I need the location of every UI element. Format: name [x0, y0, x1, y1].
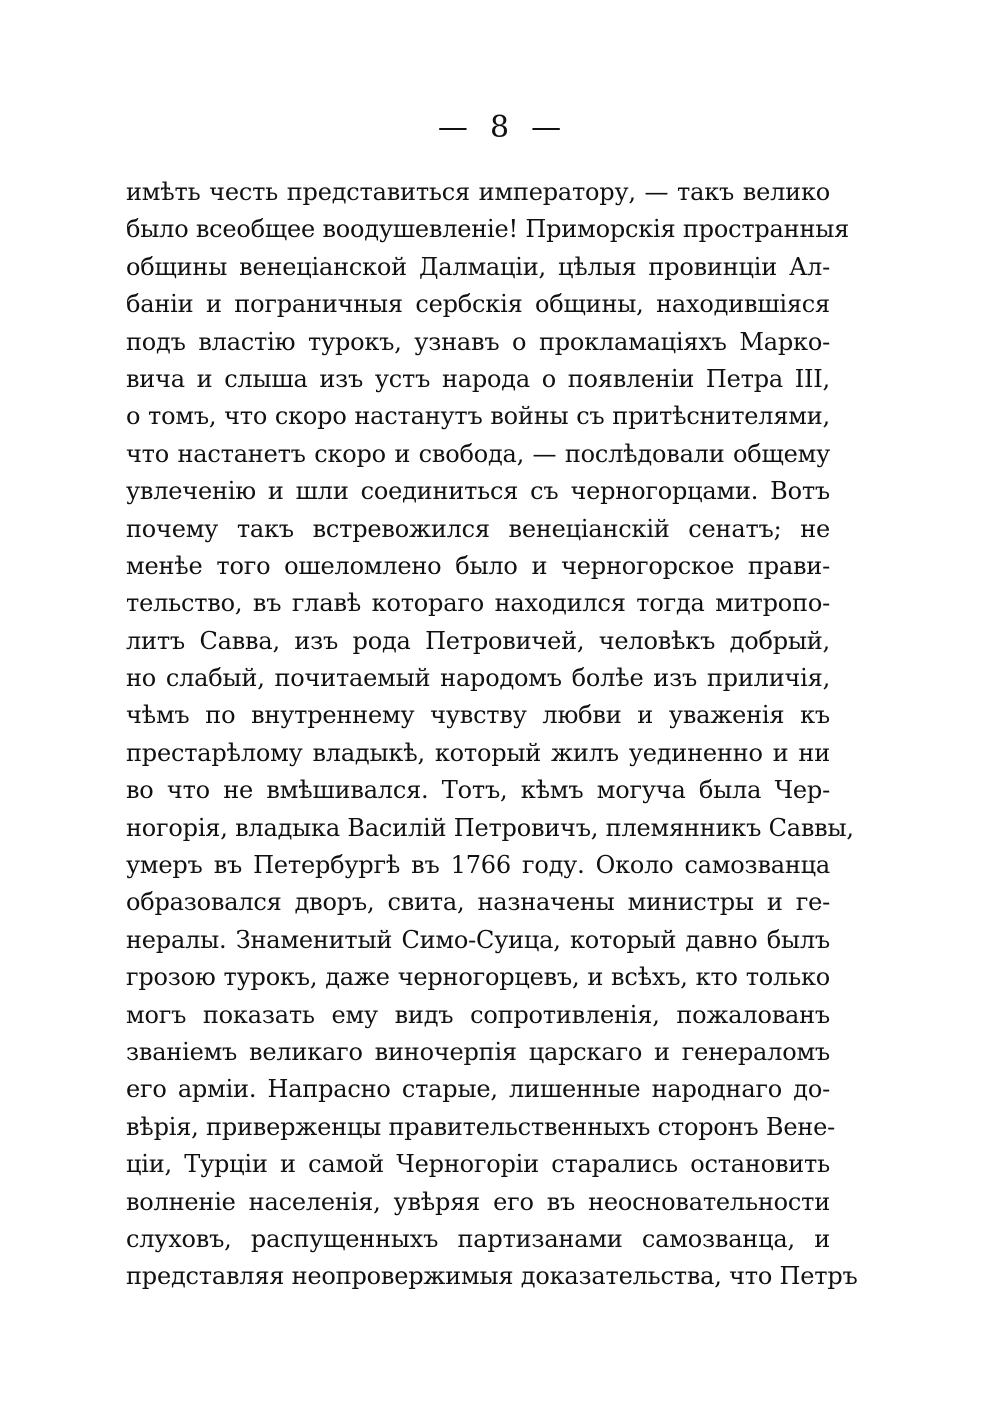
- text-line: что настанетъ скоро и свобода, — послѣдовали общему: [126, 439, 830, 468]
- text-line: слуховъ, распущенныхъ партизанами самозванца, и: [126, 1224, 830, 1253]
- text-line: подъ властію турокъ, узнавъ о прокламаціяхъ Марко-: [126, 327, 830, 356]
- text-line: почему такъ встревожился венеціанскій сенатъ; не: [126, 514, 830, 543]
- body-text: [126, 174, 858, 1296]
- text-line: престарѣлому владыкѣ, который жилъ уединенно и ни: [126, 738, 830, 767]
- text-line: было всеобщее воодушевленіе! Приморскія пространныя: [126, 215, 850, 244]
- text-line: вича и слыша изъ устъ народа о появленіи Петра III,: [126, 364, 830, 393]
- text-line: умеръ въ Петербургѣ въ 1766 году. Около самозванца: [126, 851, 830, 880]
- text-line: вѣрія, приверженцы правительственныхъ сторонъ Вене-: [126, 1112, 836, 1141]
- page-number: — 8 —: [437, 110, 563, 145]
- text-line: во что не вмѣшивался. Тотъ, кѣмъ могуча была Чер-: [126, 776, 830, 805]
- text-line: о томъ, что скоро настанутъ войны съ притѣснителями,: [126, 402, 830, 431]
- text-line: литъ Савва, изъ рода Петровичей, человѣкъ добрый,: [126, 626, 830, 655]
- text-line: представляя неопровержимыя доказательства, что Петръ: [126, 1262, 858, 1291]
- text-line: могъ показать ему видъ сопротивленія, пожалованъ: [126, 1000, 830, 1029]
- text-line: его арміи. Напрасно старые, лишенные народнаго до-: [126, 1075, 830, 1104]
- text-line: нералы. Знаменитый Симо-Суица, который давно былъ: [126, 925, 830, 954]
- text-line: волненіе населенія, увѣряя его въ неосновательности: [126, 1187, 830, 1216]
- text-line: общины венеціанской Далмаціи, цѣлыя провинціи Ал-: [126, 252, 830, 281]
- text-line: ногорія, владыка Василій Петровичъ, племянникъ Саввы,: [126, 813, 854, 842]
- text-line: увлеченію и шли соединиться съ черногорцами. Вотъ: [126, 477, 830, 506]
- text-line: но слабый, почитаемый народомъ болѣе изъ приличія,: [126, 664, 830, 693]
- text-line: менѣе того ошеломлено было и черногорское прави-: [126, 551, 830, 580]
- text-line: баніи и пограничныя сербскія общины, находившіяся: [126, 290, 830, 319]
- text-line: ціи, Турціи и самой Черногоріи старались остановить: [126, 1150, 830, 1179]
- text-line: имѣть честь представиться императору, — такъ велико: [126, 178, 830, 206]
- text-line: грозою турокъ, даже черногорцевъ, и всѣхъ, кто только: [126, 963, 830, 992]
- text-line: званіемъ великаго виночерпія царскаго и генераломъ: [126, 1037, 830, 1066]
- text-line: образовался дворъ, свита, назначены министры и ге-: [126, 888, 830, 917]
- text-line: чѣмъ по внутреннему чувству любви и уваженія къ: [126, 701, 830, 730]
- text-line: тельство, въ главѣ котораго находился тогда митропо-: [126, 589, 830, 618]
